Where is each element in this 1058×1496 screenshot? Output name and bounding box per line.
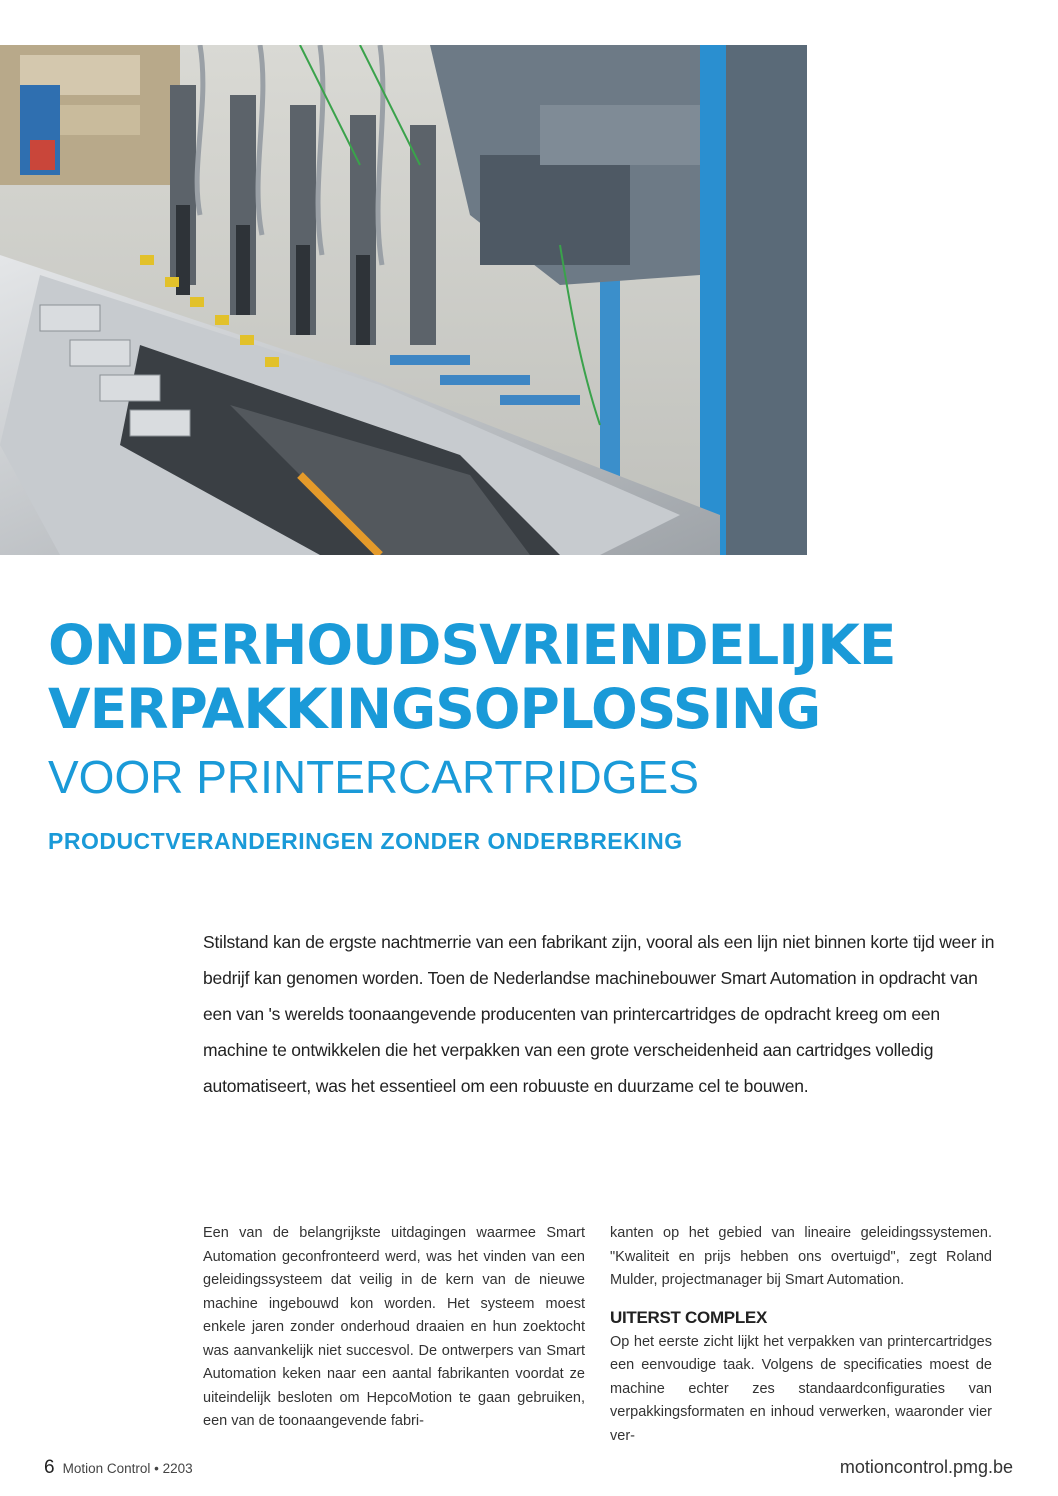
body-column-right xyxy=(610,1222,992,1448)
publication-name: Motion Control • 2203 xyxy=(62,1461,193,1476)
packaging-machine-illustration xyxy=(0,45,807,555)
section-heading: UITERST COMPLEX xyxy=(610,1307,768,1327)
lead-paragraph: Stilstand kan de ergste nachtmerrie van een fabrikant zijn, vooral als een lijn niet binnen korte tijd weer in bedrijf kan genomen worden. Toen de Nederlandse machinebouwer Smart Automation in opdracht van een van 's werelds toonaangevende producenten van printercartridges de opdracht kreeg om een machine te ontwikkelen die het verpakken van een grote verscheidenheid aan cartridges volledig automatiseert, was het essentieel om een robuuste en duurzame cel te bouwen. xyxy=(203,932,995,1096)
footer-url[interactable]: motioncontrol.pmg.be xyxy=(839,1457,1013,1477)
title-line-1: ONDERHOUDSVRIENDELIJKE xyxy=(48,613,896,677)
body-paragraph-2: kanten op het gebied van lineaire geleidingssystemen. "Kwaliteit en prijs hebben ons overtuigd", zegt Roland Mulder, projectmanager bij Smart Automation. xyxy=(610,1225,992,1288)
title-line-2: VERPAKKINGSOPLOSSING xyxy=(48,677,821,741)
title-line-3: VOOR PRINTERCARTRIDGES xyxy=(48,751,699,803)
footer-left xyxy=(44,1457,193,1479)
machine-photo xyxy=(0,45,807,555)
page-number: 6 xyxy=(44,1457,55,1478)
body-column-left xyxy=(203,1222,585,1434)
body-paragraph-1: Een van de belangrijkste uitdagingen waarmee Smart Automation geconfronteerd werd, was het vinden van een geleidingssysteem dat veilig in de kern van de nieuwe machine ingebouwd kon worden. Het systeem moest enkele jaren zonder onderhoud draaien en hun zoektocht was aanvankelijk niet succesvol. De ontwerpers van Smart Automation keken naar een aantal fabrikanten voordat ze uiteindelijk besloten om HepcoMotion te gaan gebruiken, een van de toonaangevende fabri- xyxy=(203,1225,585,1429)
body-paragraph-3: Op het eerste zicht lijkt het verpakken van printercartridges een eenvoudige taak. Volgens de specificaties moest de machine echter zes standaardconfiguraties van verpakkingsformaten en inhoud verwerken, waaronder vier ver- xyxy=(610,1333,992,1444)
subtitle: PRODUCTVERANDERINGEN ZONDER ONDERBREKING xyxy=(48,828,683,854)
